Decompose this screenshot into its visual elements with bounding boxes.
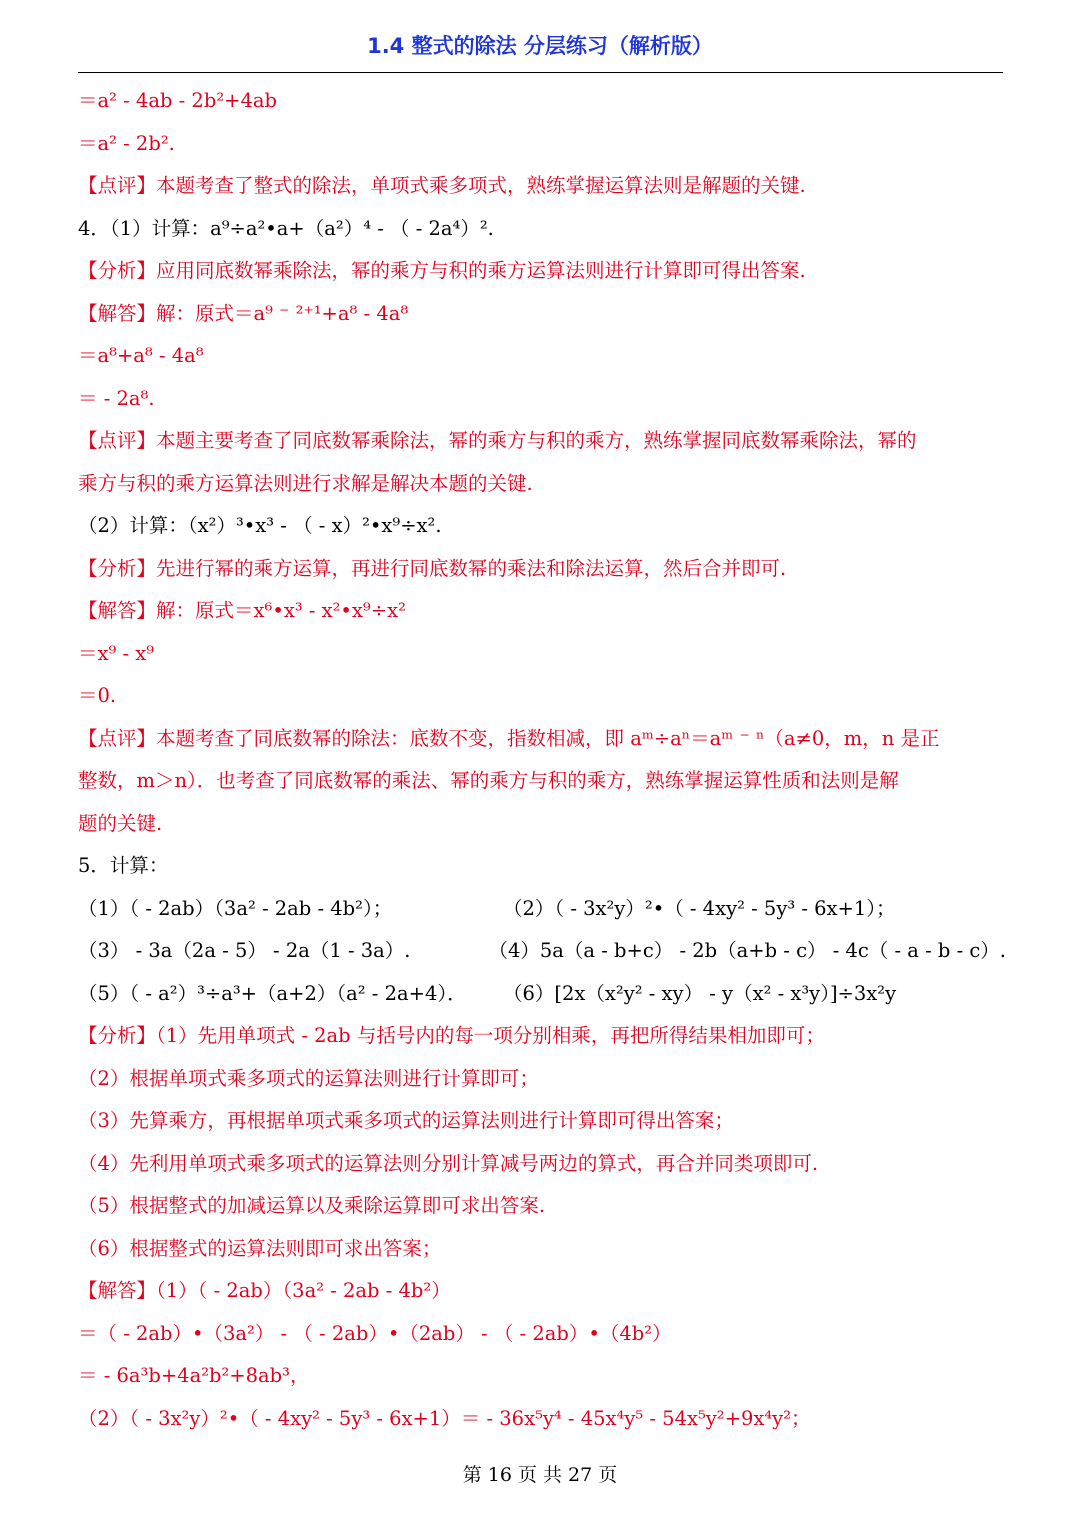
comment-line: 【点评】本题考查了整式的除法，单项式乘多项式，熟练掌握运算法则是解题的关键.: [78, 174, 806, 197]
analysis-line: （4）先利用单项式乘多项式的运算法则分别计算减号两边的算式，再合并同类项即可.: [78, 1151, 819, 1175]
answer-line: 【解答】（1）（ ‑ 2ab）（3a² ‑ 2ab ‑ 4b²）: [78, 1279, 451, 1302]
page-body: [78, 80, 1006, 1440]
solution-line: ＝x⁹ ‑ x⁹: [78, 641, 155, 665]
solution-line: ＝ ‑ 2a⁸.: [78, 386, 155, 410]
problem-item: （6）[2x（x²y² ‑ xy） ‑ y（x² ‑ x³y）]÷3x²y: [503, 981, 897, 1005]
analysis-line: （5）根据整式的加减运算以及乘除运算即可求出答案.: [78, 1194, 546, 1217]
answer-line: 【解答】解：原式＝x⁶•x³ ‑ x²•x⁹÷x²: [78, 599, 406, 622]
solution-line: ＝（ ‑ 2ab）•（3a²） ‑ （ ‑ 2ab）•（2ab） ‑ （ ‑ 2ab）•（4b²）: [78, 1321, 672, 1345]
problem-row: [78, 888, 1006, 931]
header-divider: [78, 72, 1003, 73]
problem-item: （1）（ ‑ 2ab）（3a² ‑ 2ab ‑ 4b²）；: [78, 896, 393, 920]
problem-item: （5）（ ‑ a²）³÷a³+（a+2）（a² ‑ 2a+4）．: [78, 981, 467, 1005]
analysis-line: 【分析】应用同底数幂乘除法，幂的乘方与积的乘方运算法则进行计算即可得出答案.: [78, 259, 806, 282]
analysis-line: 【分析】（1）先用单项式 ‑ 2ab 与括号内的每一项分别相乘，再把所得结果相加即可；: [78, 1024, 825, 1047]
solution-line: ＝a⁸+a⁸ ‑ 4a⁸: [78, 344, 204, 367]
problem-row: [78, 973, 1006, 1016]
question-5-title: 5．计算：: [78, 854, 169, 877]
page-header-title: 1.4 整式的除法 分层练习（解析版）: [367, 34, 713, 58]
solution-line: ＝ ‑ 6a³b+4a²b²+8ab³，: [78, 1364, 310, 1387]
solution-line: （2）（ ‑ 3x²y）²•（ ‑ 4xy² ‑ 5y³ ‑ 6x+1）＝ ‑ 36x⁵y⁴ ‑ 45x⁴y⁵ ‑ 54x⁵y²+9x⁴y²；: [78, 1406, 811, 1430]
problem-item: （4）5a（a ‑ b+c） ‑ 2b（a+b ‑ c） ‑ 4c（ ‑ a ‑ b ‑ c）.: [488, 939, 1006, 962]
comment-line: 乘方与积的乘方运算法则进行求解是解决本题的关键.: [78, 471, 533, 495]
page-number-footer: 第 16 页 共 27 页: [462, 1464, 618, 1486]
question-4-2: （2）计算：（x²）³•x³ ‑ （ ‑ x）²•x⁹÷x².: [78, 514, 442, 537]
question-4-1: 4．（1）计算：a⁹÷a²•a+（a²）⁴ ‑ （ ‑ 2a⁴）².: [78, 216, 494, 240]
comment-line: 【点评】本题主要考查了同底数幂乘除法，幂的乘方与积的乘方，熟练掌握同底数幂乘除法，幂的: [78, 429, 917, 452]
comment-line: 整数，m＞n）．也考查了同底数幂的乘法、幂的乘方与积的乘方，熟练掌握运算性质和法则是解: [78, 769, 899, 792]
analysis-line: 【分析】先进行幂的乘方运算，再进行同底数幂的乘法和除法运算，然后合并即可.: [78, 556, 787, 580]
solution-line: ＝a² ‑ 4ab ‑ 2b²+4ab: [78, 89, 277, 112]
problem-item: （2）（ ‑ 3x²y）²•（ ‑ 4xy² ‑ 5y³ ‑ 6x+1）；: [503, 896, 896, 920]
problem-item: （3） ‑ 3a（2a ‑ 5） ‑ 2a（1 ‑ 3a）.: [78, 939, 411, 962]
analysis-line: （6）根据整式的运算法则即可求出答案；: [78, 1236, 442, 1260]
solution-line: ＝0.: [78, 684, 117, 707]
comment-line: 【点评】本题考查了同底数幂的除法：底数不变，指数相减，即 aᵐ÷aⁿ＝aᵐ ⁻ ⁿ（a≠0，m，n 是正: [78, 726, 940, 750]
answer-line: 【解答】解：原式＝a⁹ ⁻ ²⁺¹+a⁸ ‑ 4a⁸: [78, 301, 409, 325]
analysis-line: （3）先算乘方，再根据单项式乘多项式的运算法则进行计算即可得出答案；: [78, 1109, 734, 1132]
comment-line: 题的关键.: [78, 811, 163, 835]
solution-line: ＝a² ‑ 2b².: [78, 131, 175, 155]
analysis-line: （2）根据单项式乘多项式的运算法则进行计算即可；: [78, 1066, 539, 1090]
problem-row: [78, 930, 1006, 973]
